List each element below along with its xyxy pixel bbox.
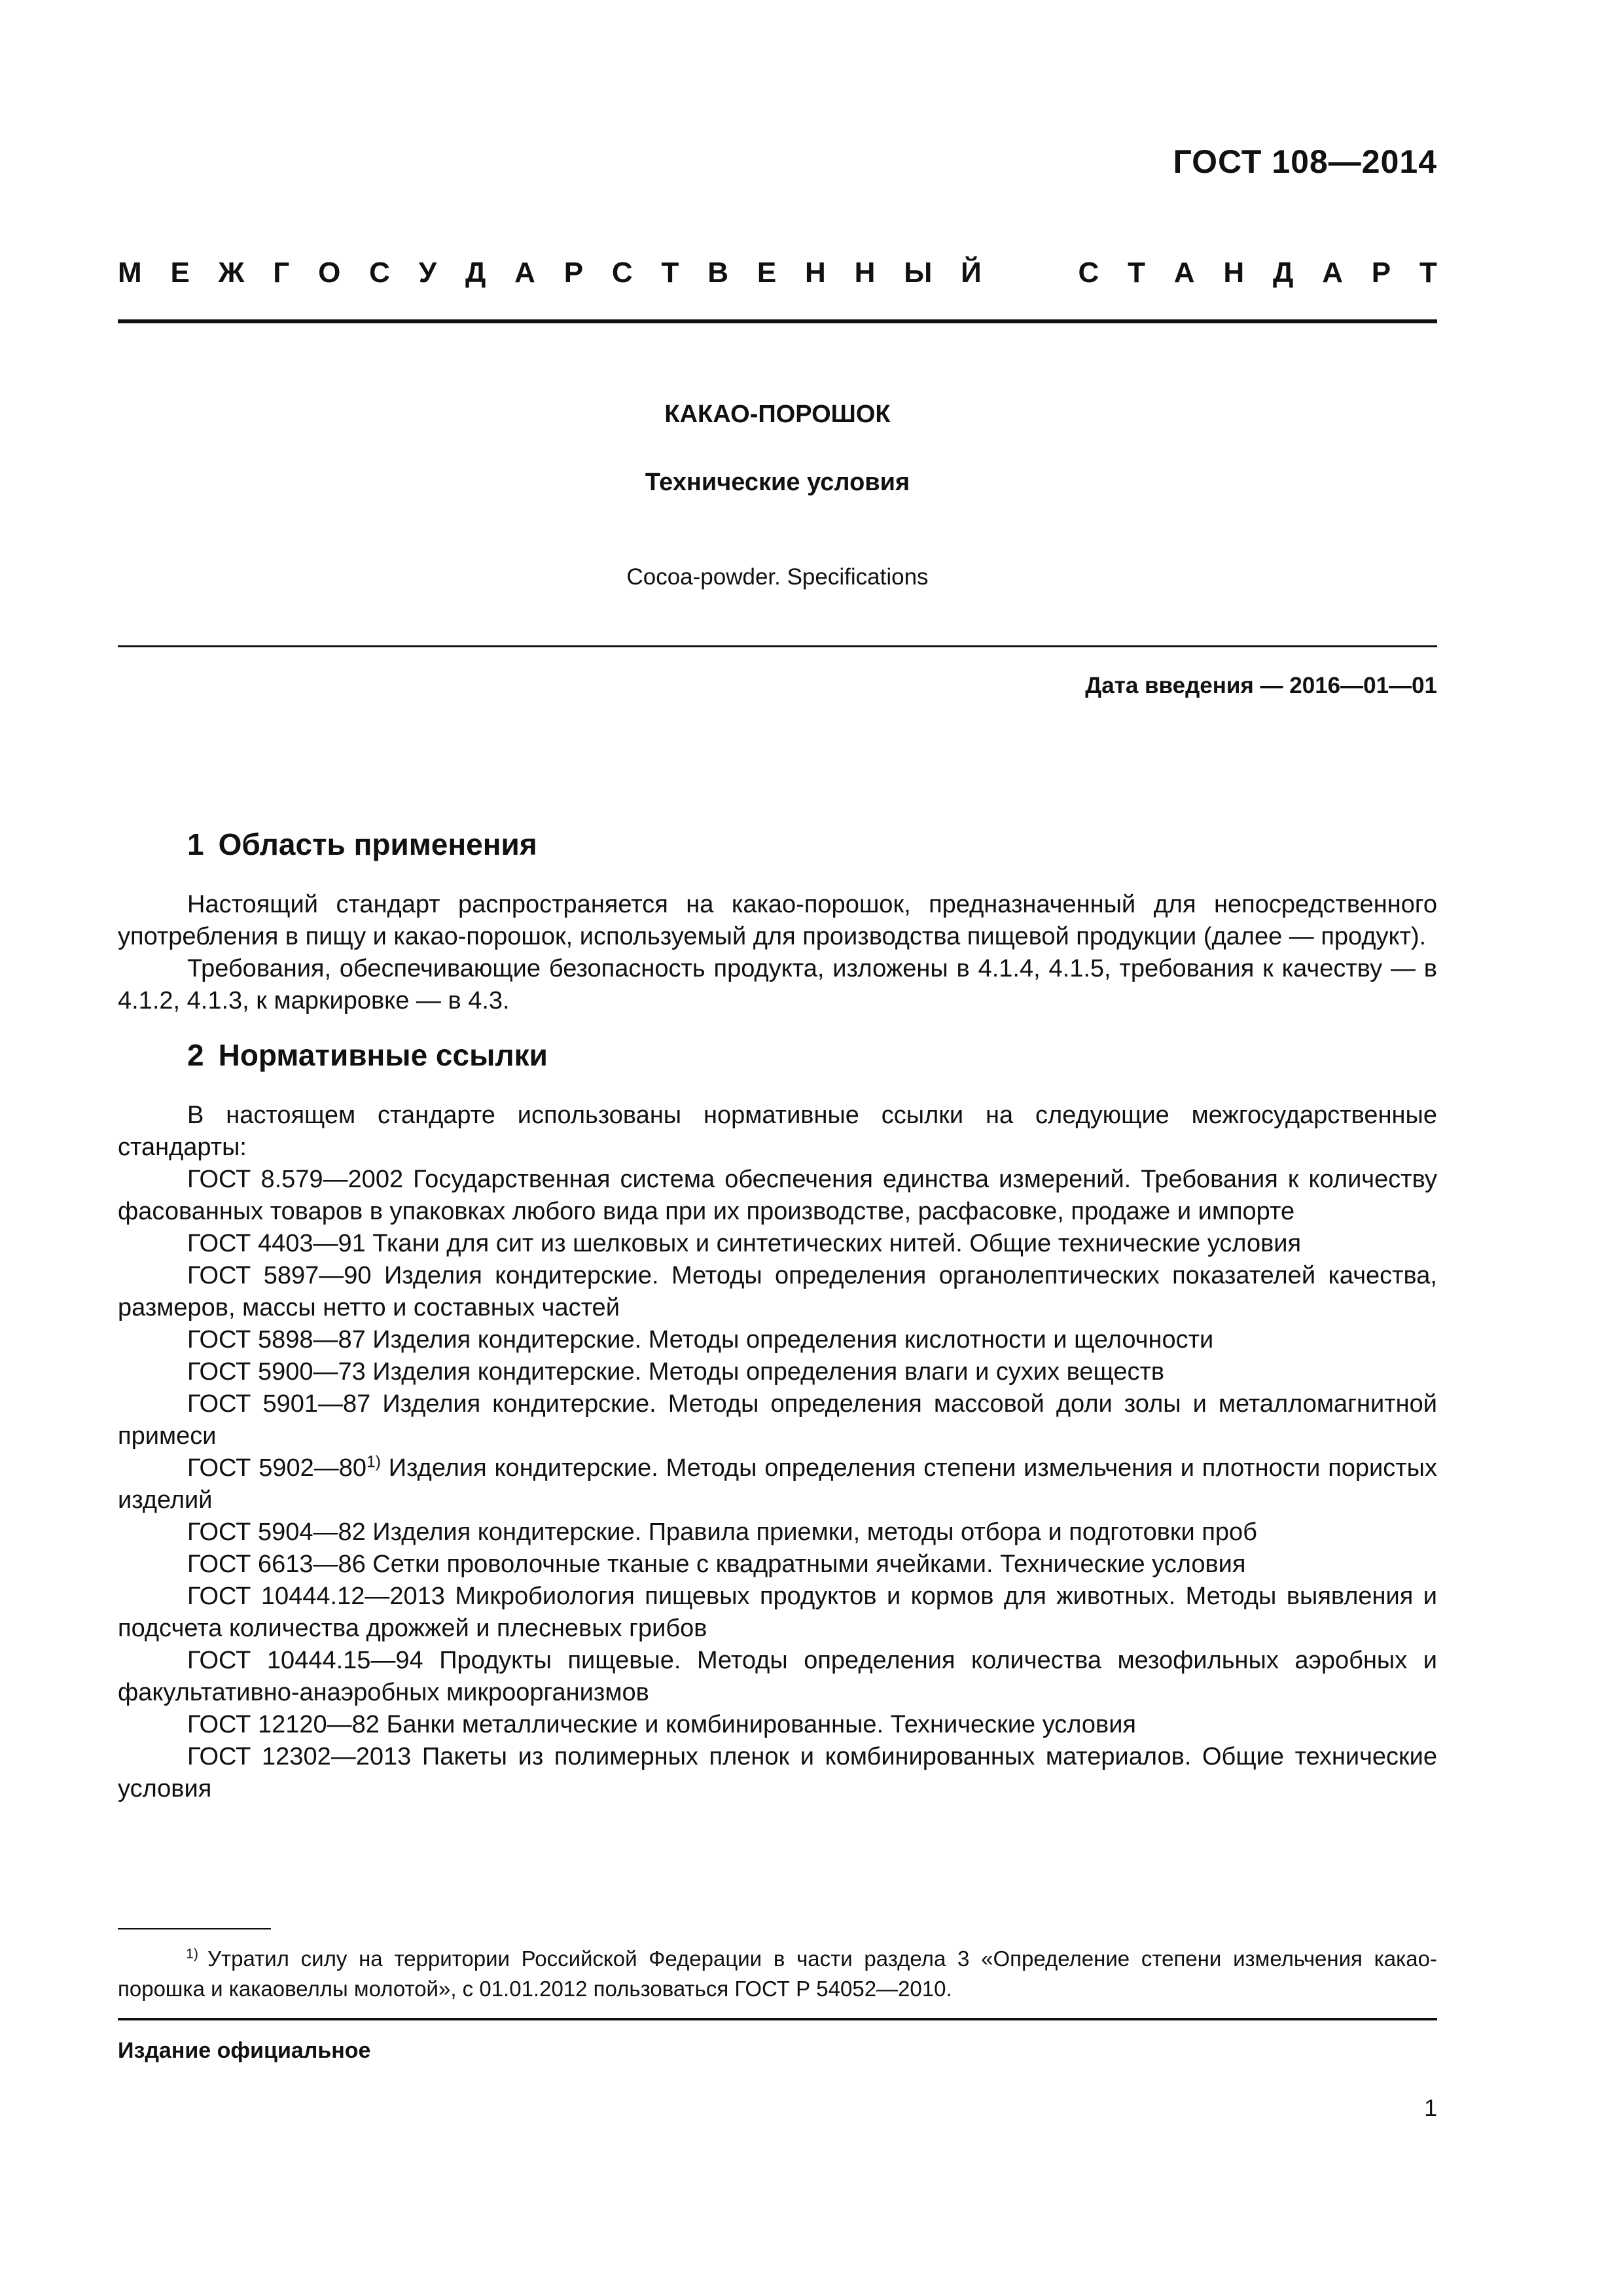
paragraph: Требования, обеспечивающие безопасность продукта, изложены в 4.1.4, 4.1.5, требования к качеству — в 4.1.2, 4.1.3, к маркировке — в 4.3. bbox=[118, 955, 1437, 1014]
paragraph: В настоящем стандарте использованы нормативные ссылки на следующие межгосударственные стандарты: bbox=[118, 1102, 1437, 1161]
reference-item: ГОСТ 6613—86 Сетки проволочные тканые с квадратными ячейками. Технические условия bbox=[187, 1551, 1246, 1578]
section-heading-references bbox=[187, 1037, 1437, 1073]
footnote-marker: 1) bbox=[186, 1946, 199, 1962]
document-title-english: Cocoa-powder. Specifications bbox=[626, 564, 929, 590]
reference-item: ГОСТ 10444.12—2013 Микробиология пищевых продуктов и кормов для животных. Методы выявления и подсчета количества дрожжей и плесневых грибов bbox=[118, 1583, 1437, 1642]
section-title: Область применения bbox=[218, 827, 537, 861]
footnote-text: Утратил силу на территории Российской Федерации в части раздела 3 «Определение степени измельчения какао-порошка и какаовеллы молотой», с 01.01.2012 пользоваться ГОСТ Р 54052—2010. bbox=[118, 1946, 1437, 2001]
document-subtitle: Технические условия bbox=[645, 469, 910, 496]
section-title: Нормативные ссылки bbox=[218, 1038, 548, 1072]
reference-item: ГОСТ 12302—2013 Пакеты из полимерных пленок и комбинированных материалов. Общие технические условия bbox=[118, 1743, 1437, 1803]
introduction-date: Дата введения — 2016—01—01 bbox=[1085, 673, 1437, 698]
title-rule bbox=[118, 645, 1437, 647]
paragraph: Настоящий стандарт распространяется на какао-порошок, предназначенный для непосредственного употребления в пищу и какао-порошок, используемый для производства пищевой продукции (далее — продукт). bbox=[118, 891, 1437, 950]
reference-item: ГОСТ 5904—82 Изделия кондитерские. Правила приемки, методы отбора и подготовки проб bbox=[187, 1518, 1257, 1546]
edition-label: Издание официальное bbox=[118, 2038, 371, 2063]
reference-text: Изделия кондитерские. Методы определения степени измельчения и плотности пористых изделий bbox=[118, 1454, 1437, 1514]
reference-item: ГОСТ 5898—87 Изделия кондитерские. Методы определения кислотности и щелочности bbox=[187, 1326, 1214, 1354]
standard-type-banner: М Е Ж Г О С У Д А Р С Т В Е Н Н Ы Й С Т А Н Д А Р Т bbox=[118, 257, 1437, 289]
reference-item: ГОСТ 10444.15—94 Продукты пищевые. Методы определения количества мезофильных аэробных и факультативно-анаэробных микроорганизмов bbox=[118, 1647, 1437, 1706]
reference-item: ГОСТ 12120—82 Банки металлические и комбинированные. Технические условия bbox=[187, 1711, 1136, 1738]
reference-item: ГОСТ 5897—90 Изделия кондитерские. Методы определения органолептических показателей качества, размеров, массы нетто и составных частей bbox=[118, 1262, 1437, 1321]
reference-item: ГОСТ 4403—91 Ткани для сит из шелковых и синтетических нитей. Общие технические условия bbox=[187, 1230, 1302, 1257]
header-rule bbox=[118, 319, 1437, 323]
document-body bbox=[118, 826, 1437, 1805]
reference-item: ГОСТ 8.579—2002 Государственная система обеспечения единства измерений. Требования к количеству фасованных товаров в упаковках любого вида при их производстве, расфасовке, продаже и импорте bbox=[118, 1166, 1437, 1225]
footnote-marker[interactable]: 1) bbox=[366, 1453, 381, 1471]
reference-item: ГОСТ 5901—87 Изделия кондитерские. Методы определения массовой доли золы и металломагнитной примеси bbox=[118, 1390, 1437, 1450]
footnote-rule bbox=[118, 1928, 271, 1929]
reference-item-with-footnote bbox=[118, 1452, 1437, 1516]
section-number: 1 bbox=[187, 827, 204, 861]
reference-code: ГОСТ 5902—80 bbox=[187, 1454, 367, 1482]
document-title: КАКАО-ПОРОШОК bbox=[664, 401, 891, 428]
document-number: ГОСТ 108—2014 bbox=[1173, 143, 1437, 180]
section-heading-scope bbox=[187, 826, 1437, 863]
footnote bbox=[118, 1944, 1437, 2004]
section-number: 2 bbox=[187, 1038, 204, 1072]
page-number: 1 bbox=[1423, 2094, 1437, 2121]
footer-rule bbox=[118, 2018, 1437, 2020]
reference-item: ГОСТ 5900—73 Изделия кондитерские. Методы определения влаги и сухих веществ bbox=[187, 1358, 1165, 1386]
